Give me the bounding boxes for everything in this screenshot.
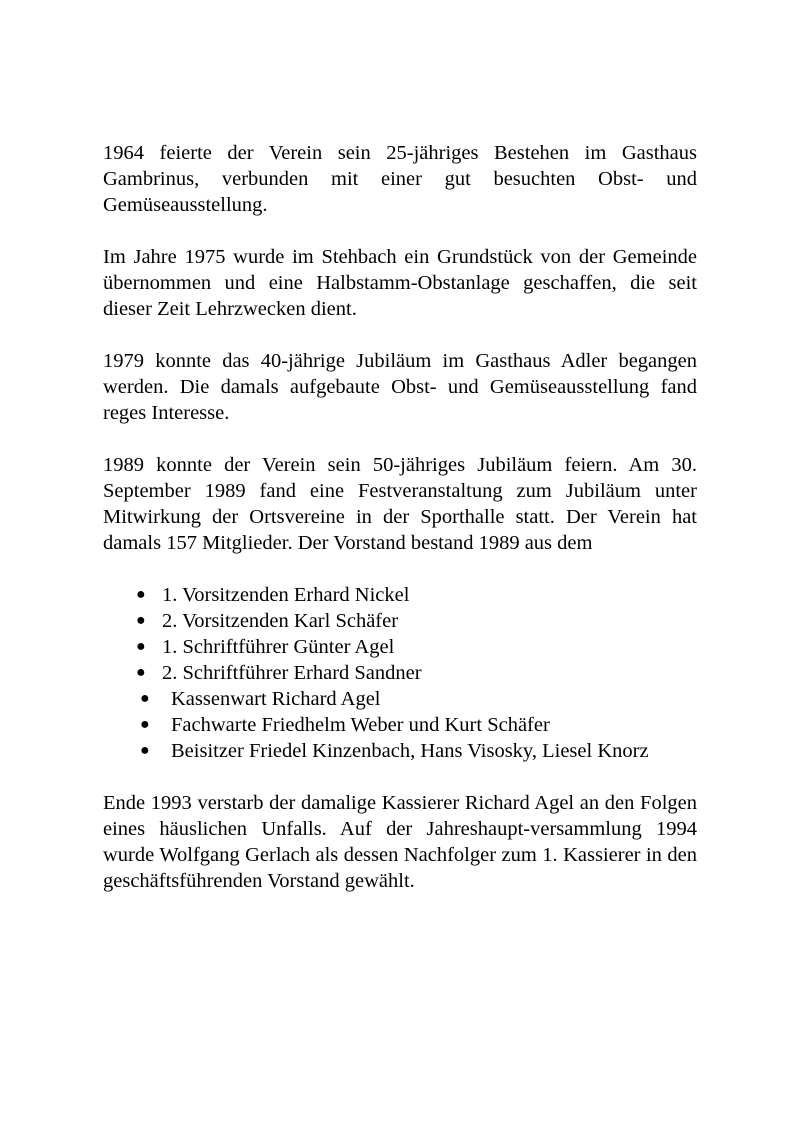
paragraph-1964: 1964 feierte der Verein sein 25-jähriges Bestehen im Gasthaus Gambrinus, verbunden mit einer gut besuchten Obst- und Gemüseausstellung. — [103, 142, 697, 216]
bullet-icon: ● — [140, 716, 150, 733]
list-item: ● Fachwarte Friedhelm Weber und Kurt Schäfer — [140, 714, 550, 736]
document-page — [103, 140, 697, 894]
board-member-list — [103, 582, 697, 764]
list-item: ● Beisitzer Friedel Kinzenbach, Hans Visosky, Liesel Knorz — [140, 740, 649, 762]
paragraph-1979: 1979 konnte das 40-jährige Jubiläum im Gasthaus Adler begangen werden. Die damals aufgebaute Obst- und Gemüseausstellung fand reges Interesse. — [103, 350, 697, 424]
bullet-icon: ● — [136, 664, 146, 681]
list-item: ● 1. Vorsitzenden Erhard Nickel — [136, 584, 410, 606]
list-item: ● 1. Schriftführer Günter Agel — [136, 636, 395, 658]
bullet-icon: ● — [136, 586, 146, 603]
bullet-icon: ● — [140, 690, 150, 707]
list-item: ● 2. Schriftführer Erhard Sandner — [136, 662, 422, 684]
bullet-icon: ● — [140, 742, 150, 759]
bullet-icon: ● — [136, 638, 146, 655]
paragraph-1975: Im Jahre 1975 wurde im Stehbach ein Grundstück von der Gemeinde übernommen und eine Halbstamm-Obstanlage geschaffen, die seit dieser Zeit Lehrzwecken dient. — [103, 246, 697, 320]
paragraph-1993: Ende 1993 verstarb der damalige Kassierer Richard Agel an den Folgen eines häuslichen Unfalls. Auf der Jahreshaupt-versammlung 1994 wurde Wolfgang Gerlach als dessen Nachfolger zum 1. Kassierer in den geschäftsführenden Vorstand gewählt. — [103, 792, 697, 892]
paragraph-1989: 1989 konnte der Verein sein 50-jähriges Jubiläum feiern. Am 30. September 1989 fand eine Festveranstaltung zum Jubiläum unter Mitwirkung der Ortsvereine in der Sporthalle statt. Der Verein hat damals 157 Mitglieder. Der Vorstand bestand 1989 aus dem — [103, 454, 697, 554]
bullet-icon: ● — [136, 612, 146, 629]
list-item: ● Kassenwart Richard Agel — [140, 688, 381, 710]
list-item: ● 2. Vorsitzenden Karl Schäfer — [136, 610, 399, 632]
